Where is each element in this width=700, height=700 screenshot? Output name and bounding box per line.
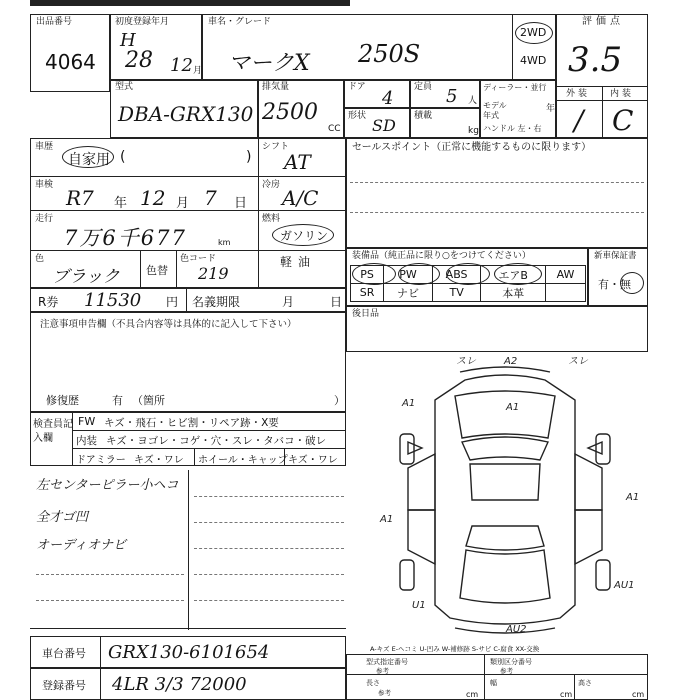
mark-front-center: A2 bbox=[504, 356, 518, 367]
mileage-value: 7万6千677 bbox=[64, 226, 187, 250]
class-ref: 参考 bbox=[500, 667, 513, 675]
remark-3: オーディオナビ bbox=[36, 538, 126, 553]
lot-number-label: 出品番号 bbox=[36, 17, 73, 27]
car-left-front-door bbox=[408, 454, 435, 510]
recycle-row bbox=[30, 288, 346, 312]
equip-airbag: エアB bbox=[481, 266, 546, 284]
remarks-dash-5 bbox=[194, 600, 344, 601]
inspection-month: 12 bbox=[140, 186, 166, 210]
wheel-label: ホイール・キャップ bbox=[198, 455, 288, 466]
car-left-rear-door bbox=[408, 510, 435, 564]
inspection-year-unit: 年 bbox=[114, 196, 128, 211]
capacity-label: 定員 bbox=[414, 82, 433, 92]
exterior-score-label: 外装 bbox=[566, 89, 591, 99]
sales-dash-2 bbox=[350, 212, 644, 213]
equip-pw: PW bbox=[384, 266, 433, 284]
handle-label: ハンドル 左・右 bbox=[483, 124, 542, 133]
first-reg-year: 28 bbox=[125, 48, 153, 73]
ps-circle bbox=[352, 263, 396, 285]
fuel-value: ガソリン bbox=[280, 229, 329, 243]
inspection-label: 車検 bbox=[35, 180, 54, 190]
equip-tv: TV bbox=[432, 284, 480, 302]
cooling-label: 冷房 bbox=[262, 180, 281, 190]
color-label: 色 bbox=[35, 254, 45, 264]
cert-divider bbox=[484, 654, 485, 700]
mark-left-fender: A1 bbox=[402, 398, 416, 409]
interior-score-label: 内装 bbox=[610, 89, 635, 99]
car-right-front-door bbox=[575, 454, 602, 510]
color-code-label: 色コード bbox=[180, 254, 217, 264]
chassis-label: 車台番号 bbox=[42, 647, 86, 660]
repair-place: （箇所 bbox=[132, 394, 165, 407]
wheel-divider bbox=[284, 448, 285, 466]
door-label: ドア bbox=[348, 82, 366, 92]
remarks-dash-7 bbox=[36, 600, 184, 601]
equip-sr: SR bbox=[351, 284, 384, 302]
width-cm: cm bbox=[560, 690, 573, 699]
interior-label: 内装 bbox=[76, 435, 97, 447]
car-wheel-rr bbox=[596, 560, 610, 590]
fuel-divider bbox=[258, 250, 346, 251]
mark-left-rear: U1 bbox=[412, 600, 426, 611]
first-reg-era: H bbox=[120, 30, 136, 51]
shift-label: シフト bbox=[262, 142, 290, 152]
cc-unit: CC bbox=[328, 124, 341, 134]
mark-hood: A1 bbox=[506, 402, 520, 413]
mark-front-right: スレ bbox=[568, 356, 588, 367]
mileage-label: 走行 bbox=[35, 214, 54, 224]
year-unit: 年 bbox=[546, 104, 556, 114]
car-rear-bumper bbox=[455, 628, 555, 633]
car-windshield bbox=[462, 437, 548, 460]
chassis-value: GRX130-6101654 bbox=[108, 642, 270, 663]
first-reg-month-unit: 月 bbox=[193, 66, 203, 76]
caution-label: 注意事項申告欄（不具合内容等は具体的に記入して下さい） bbox=[40, 319, 297, 330]
car-roof bbox=[470, 464, 540, 500]
body-shape: SD bbox=[372, 116, 396, 135]
mark-left-door: A1 bbox=[380, 514, 394, 525]
warranty-label: 新車保証書 bbox=[594, 251, 637, 261]
after-items-label: 後日品 bbox=[352, 309, 380, 319]
diesel-label: 軽油 bbox=[280, 255, 317, 269]
cert-line bbox=[346, 674, 648, 675]
damage-legend: A-キズ E-ヘコミ U-凹み W-補修跡 S-サビ C-腐食 XX-交換 bbox=[370, 645, 540, 653]
2wd-label: 2WD bbox=[520, 26, 547, 39]
hist-line-1 bbox=[30, 176, 346, 177]
registration-label: 登録番号 bbox=[42, 679, 86, 692]
inspector-line-2 bbox=[72, 448, 346, 449]
cert-label: 型式指定番号 bbox=[366, 658, 408, 666]
displacement-label: 排気量 bbox=[262, 82, 290, 92]
length-ref: 参考 bbox=[378, 689, 391, 697]
airbag-circle bbox=[494, 263, 542, 285]
inspector-label: 検査員記入欄 bbox=[33, 419, 73, 444]
yen-unit: 円 bbox=[166, 295, 179, 309]
sales-point-label: セールスポイント（正常に機能するものに限ります） bbox=[352, 142, 592, 153]
model-name: マークX bbox=[228, 51, 310, 76]
registration-value: 4LR 3/3 72000 bbox=[112, 674, 247, 695]
body-shape-label: 形状 bbox=[348, 111, 367, 121]
width-label: 幅 bbox=[490, 679, 497, 687]
inspection-era: R7 bbox=[66, 186, 94, 210]
warranty-none-circle bbox=[620, 272, 644, 294]
loading-label: 積載 bbox=[414, 111, 433, 121]
height-cm: cm bbox=[632, 690, 645, 699]
cooling-value: A/C bbox=[282, 186, 319, 210]
car-wheel-rl bbox=[400, 560, 414, 590]
history-paren-open: ( bbox=[120, 149, 126, 165]
inspection-month-unit: 月 bbox=[176, 196, 190, 211]
inspector-divider bbox=[72, 412, 73, 466]
car-wheel-fr bbox=[596, 434, 610, 464]
remarks-dash-3 bbox=[194, 548, 344, 549]
limit-day-label: 日 bbox=[330, 295, 343, 309]
remarks-dash-2 bbox=[194, 522, 344, 523]
class-label: 類別区分番号 bbox=[490, 658, 532, 666]
remarks-bottom bbox=[30, 628, 346, 629]
car-hood bbox=[455, 391, 555, 438]
limit-month-label: 月 bbox=[282, 295, 295, 309]
remark-2: 全才ゴ凹 bbox=[36, 510, 89, 525]
cert-ref: 参考 bbox=[376, 667, 389, 675]
model-grade-label: 車名・グレード bbox=[208, 17, 272, 27]
width-divider bbox=[574, 674, 575, 700]
recycle-value: 11530 bbox=[84, 290, 142, 311]
history-value: 自家用 bbox=[68, 152, 110, 168]
mark-front-left: スレ bbox=[456, 356, 476, 367]
4wd-label: 4WD bbox=[520, 54, 547, 67]
wheel-items: キズ・ワレ bbox=[288, 455, 338, 466]
shift-value: AT bbox=[284, 150, 311, 174]
interior-score: C bbox=[612, 104, 634, 137]
equip-abs: ABS bbox=[432, 266, 480, 284]
drive-divider bbox=[512, 14, 513, 80]
after-items-box bbox=[346, 306, 648, 352]
interior-items: キズ・ヨゴレ・コゲ・穴・スレ・タバコ・破レ bbox=[106, 435, 327, 447]
name-limit-label: 名義期限 bbox=[192, 295, 241, 309]
color-div-3 bbox=[258, 250, 259, 288]
km-unit: km bbox=[218, 238, 231, 247]
recycle-label: R券 bbox=[38, 295, 59, 309]
first-reg-month: 12 bbox=[170, 55, 193, 76]
repair-label: 修復歴 bbox=[46, 394, 79, 407]
abs-circle bbox=[446, 263, 490, 285]
remark-1: 左センターピラー小ヘコ bbox=[36, 478, 179, 493]
history-paren-close: ) bbox=[246, 149, 252, 165]
color-div-2 bbox=[176, 250, 177, 288]
mirror-items: キズ・ワレ bbox=[134, 455, 184, 466]
fuel-label: 燃料 bbox=[262, 214, 281, 224]
car-rear-window bbox=[466, 526, 544, 550]
score-col-divider bbox=[602, 86, 603, 138]
displacement: 2500 bbox=[262, 100, 318, 125]
inspector-line-1 bbox=[72, 430, 346, 431]
color-div-1 bbox=[140, 250, 141, 288]
inspection-day-unit: 日 bbox=[234, 196, 248, 211]
sales-point-box bbox=[346, 138, 648, 248]
hist-col-divider bbox=[258, 138, 259, 250]
capacity: 5 bbox=[446, 86, 458, 107]
color-value: ブラック bbox=[52, 267, 120, 287]
fw-label: FW bbox=[78, 415, 96, 428]
history-label: 車歴 bbox=[35, 142, 54, 152]
exterior-score: / bbox=[574, 104, 584, 137]
dealer-label: ディーラー・並行 bbox=[483, 83, 547, 92]
remarks-dash-4 bbox=[194, 574, 344, 575]
kg-unit: kg bbox=[468, 126, 479, 136]
sales-dash-1 bbox=[350, 182, 644, 183]
inspection-day: 7 bbox=[204, 186, 217, 210]
score-value: 3.5 bbox=[568, 40, 623, 80]
car-diagram bbox=[360, 350, 650, 640]
remarks-dash-1 bbox=[194, 496, 344, 497]
pw-circle bbox=[398, 263, 440, 285]
repair-yes: 有 bbox=[112, 394, 123, 407]
warranty-value: 有・無 bbox=[598, 278, 631, 291]
length-cm: cm bbox=[466, 690, 479, 699]
mirror-label: ドアミラー bbox=[76, 455, 126, 466]
recycle-divider bbox=[186, 288, 187, 312]
car-right-rear-door bbox=[575, 510, 602, 564]
color-change-label: 色替 bbox=[146, 264, 168, 277]
equip-leather: 本革 bbox=[481, 284, 546, 302]
grade: 250S bbox=[358, 40, 421, 68]
equip-aw: AW bbox=[546, 266, 586, 284]
equip-navi: ナビ bbox=[384, 284, 433, 302]
car-wheel-fl bbox=[400, 434, 414, 464]
height-label: 高さ bbox=[578, 679, 592, 687]
car-trunk bbox=[460, 550, 550, 603]
car-mirror-left bbox=[408, 442, 422, 454]
mirror-divider bbox=[194, 448, 195, 466]
color-code: 219 bbox=[198, 264, 229, 283]
remarks-divider bbox=[188, 470, 189, 630]
type-value: DBA-GRX130 bbox=[118, 102, 254, 126]
car-mirror-right bbox=[588, 442, 602, 454]
remarks-dash-6 bbox=[36, 574, 184, 575]
type-label: 型式 bbox=[115, 82, 134, 92]
equipment-label: 装備品（純正品に限り○をつけてください） bbox=[352, 251, 531, 261]
score-label: 評価点 bbox=[582, 16, 624, 27]
repair-close: ） bbox=[334, 394, 345, 407]
top-header-bar bbox=[30, 0, 350, 6]
model-year-label: モデル年式 bbox=[483, 101, 507, 120]
mark-right-rear: AU1 bbox=[614, 580, 635, 591]
first-registration-label: 初度登録年月 bbox=[115, 17, 170, 27]
capacity-unit: 人 bbox=[468, 96, 478, 106]
mark-right-door: A1 bbox=[626, 492, 640, 503]
lot-number: 4064 bbox=[45, 50, 96, 74]
doors: 4 bbox=[382, 88, 394, 109]
car-front-bumper bbox=[460, 367, 550, 372]
equip-blank bbox=[546, 284, 586, 302]
equip-ps: PS bbox=[351, 266, 384, 284]
length-label: 長さ bbox=[366, 679, 380, 687]
fw-items: キズ・飛石・ヒビ割・リペア跡・X要 bbox=[104, 417, 279, 429]
mark-rear-bumper: AU2 bbox=[506, 624, 527, 635]
